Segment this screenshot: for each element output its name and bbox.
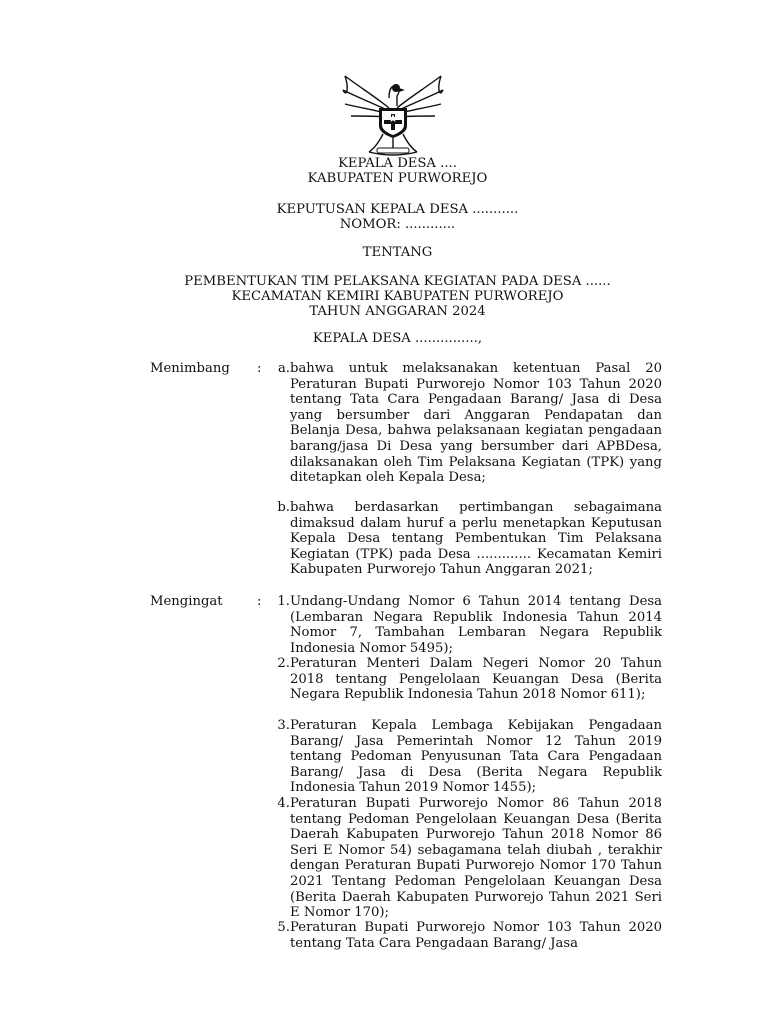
- item-text: Peraturan Bupati Purworejo Nomor 86 Tahun 2018 tentang Pedoman Pengelolaan Keuangan Desa (Berita Daerah Kabupaten Purworejo Tahun 2018 Nomor 86 Seri E Nomor 54) sebagamana telah diubah , terakhir dengan Peraturan Bupati Purworejo Nomor 170 Tahun 2021 Tentang Pedoman Pengelolaan Keuangan Desa (Berita Daerah Kabupaten Purworejo Tahun 2021 Seri E Nomor 170);: [290, 796, 662, 921]
- village-head-title: KEPALA DESA ....: [338, 156, 457, 171]
- item-text: Peraturan Menteri Dalam Negeri Nomor 20 Tahun 2018 tentang Pengelolaan Keuangan Desa (Berita Negara Republik Indonesia Tahun 2018 Nomor 611);: [290, 656, 662, 703]
- decree-subject: [100, 274, 695, 319]
- item-text: Undang-Undang Nomor 6 Tahun 2014 tentang Desa (Lembaran Negara Republik Indonesia Tahun 2014 Nomor 7, Tambahan Lembaran Negara Republik Indonesia Nomor 5495);: [290, 594, 662, 656]
- garuda-emblem-icon: [339, 68, 447, 158]
- subject-line-2: KECAMATAN KEMIRI KABUPATEN PURWOREJO: [231, 289, 564, 304]
- authority-line: KEPALA DESA ...............,: [312, 331, 483, 346]
- item-marker: 5.: [277, 920, 290, 935]
- regency-name: KABUPATEN PURWOREJO: [307, 171, 488, 186]
- decree-title: KEPUTUSAN KEPALA DESA ...........: [276, 202, 519, 217]
- institution-heading: [100, 156, 695, 186]
- item-marker: 4.: [277, 796, 290, 811]
- remembering-item-2: [268, 656, 662, 703]
- remembering-label: Mengingat: [150, 594, 223, 609]
- about-heading: TENTANG: [362, 245, 433, 260]
- remembering-item-3: [268, 718, 662, 796]
- remembering-item-4: [268, 796, 662, 921]
- item-marker: b.: [277, 500, 290, 515]
- item-text: bahwa untuk melaksanakan ketentuan Pasal 20 Peraturan Bupati Purworejo Nomor 103 Tahun 2020 tentang Tata Cara Pengadaan Barang/ Jasa di Desa yang bersumber dari Anggaran Pendapatan dan Belanja Desa, bahwa pelaksanaan kegiatan pengadaan barang/jasa Di Desa yang bersumber dari APBDesa, dilaksanakan oleh Tim Pelaksana Kegiatan (TPK) yang ditetapkan oleh Kepala Desa;: [290, 361, 662, 486]
- remembering-item-5: [268, 920, 662, 951]
- decree-number: NOMOR: ............: [339, 217, 456, 232]
- subject-line-1: PEMBENTUKAN TIM PELAKSANA KEGIATAN PADA DESA ......: [184, 274, 611, 289]
- item-marker: 3.: [277, 718, 290, 733]
- considering-label: Menimbang: [150, 361, 230, 376]
- remembering-item-1: [268, 594, 662, 656]
- decree-heading: [100, 202, 695, 232]
- item-text: Peraturan Bupati Purworejo Nomor 103 Tahun 2020 tentang Tata Cara Pengadaan Barang/ Jasa: [290, 920, 662, 951]
- considering-item-b: [268, 500, 662, 578]
- item-marker: 1.: [277, 594, 290, 609]
- item-text: bahwa berdasarkan pertimbangan sebagaimana dimaksud dalam huruf a perlu menetapkan Keputusan Kepala Desa tentang Pembentukan Tim Pelaksana Kegiatan (TPK) pada Desa ............. Kecamatan Kemiri Kabupaten Purworejo Tahun Anggaran 2021;: [290, 500, 662, 578]
- considering-colon: :: [257, 361, 262, 376]
- item-marker: a.: [277, 361, 290, 376]
- considering-item-a: [268, 361, 662, 486]
- subject-line-3: TAHUN ANGGARAN 2024: [309, 304, 486, 319]
- remembering-colon: :: [257, 594, 262, 609]
- item-text: Peraturan Kepala Lembaga Kebijakan Pengadaan Barang/ Jasa Pemerintah Nomor 12 Tahun 2019 tentang Pedoman Penyusunan Tata Cara Pengadaan Barang/ Jasa di Desa (Berita Negara Republik Indonesia Tahun 2019 Nomor 1455);: [290, 718, 662, 796]
- item-marker: 2.: [277, 656, 290, 671]
